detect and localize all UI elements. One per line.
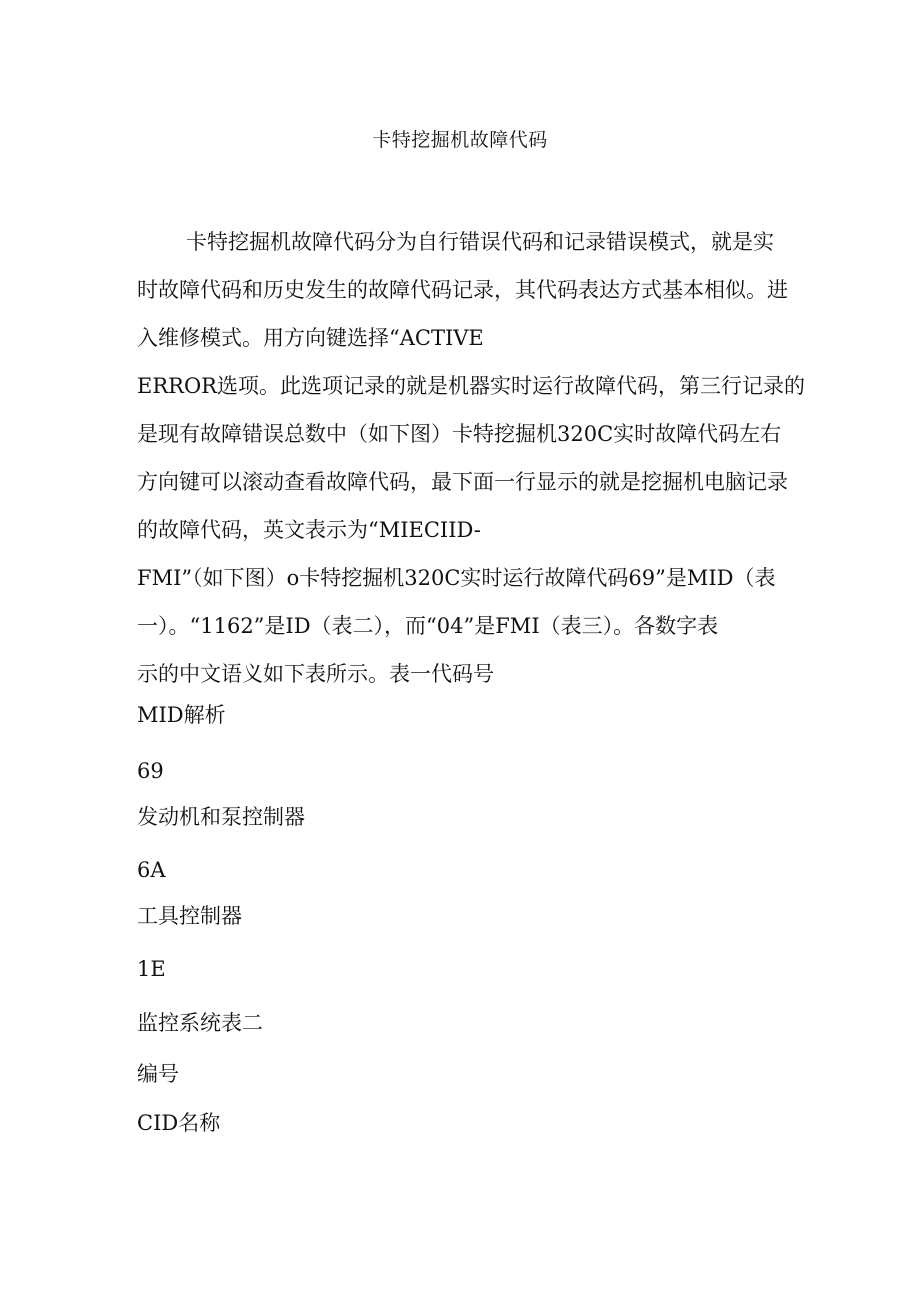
paragraph-line: 时故障代码和历史发生的故障代码记录，其代码表达方式基本相似。进 <box>137 278 788 302</box>
list-item: 工具控制器 <box>137 904 242 928</box>
list-item: CID名称 <box>137 1111 221 1135</box>
paragraph-line: 示的中文语义如下表所示。表一代码号 <box>137 662 494 686</box>
list-item: 编号 <box>137 1062 179 1086</box>
list-item: 69 <box>137 759 164 783</box>
list-item: 1E <box>137 957 166 981</box>
list-item: 监控系统表二 <box>137 1011 263 1035</box>
document-title: 卡特挖掘机故障代码 <box>372 129 548 151</box>
paragraph-line: 是现有故障错误总数中（如下图）卡特挖掘机320C实时故障代码左右 <box>137 422 782 446</box>
paragraph-line: 方向键可以滚动查看故障代码，最下面一行显示的就是挖掘机电脑记录 <box>137 470 788 494</box>
paragraph-line: FMI”（如下图）o卡特挖掘机320C实时运行故障代码69”是MID（表 <box>137 566 776 590</box>
paragraph-line: 一）。“1162”是ID（表二），而“04”是FMI（表三）。各数字表 <box>137 614 719 638</box>
paragraph-line: 卡特挖掘机故障代码分为自行错误代码和记录错误模式，就是实 <box>186 230 774 254</box>
list-item: 6A <box>137 858 166 882</box>
list-item: 发动机和泵控制器 <box>137 805 305 829</box>
paragraph-line: ERROR选项。此选项记录的就是机器实时运行故障代码，第三行记录的 <box>137 374 805 398</box>
list-item: MID解析 <box>137 703 226 727</box>
paragraph-line: 的故障代码，英文表示为“MIECIID- <box>137 518 481 542</box>
body-paragraph <box>137 218 805 698</box>
paragraph-line: 入维修模式。用方向键选择“ACTIVE <box>137 326 484 350</box>
